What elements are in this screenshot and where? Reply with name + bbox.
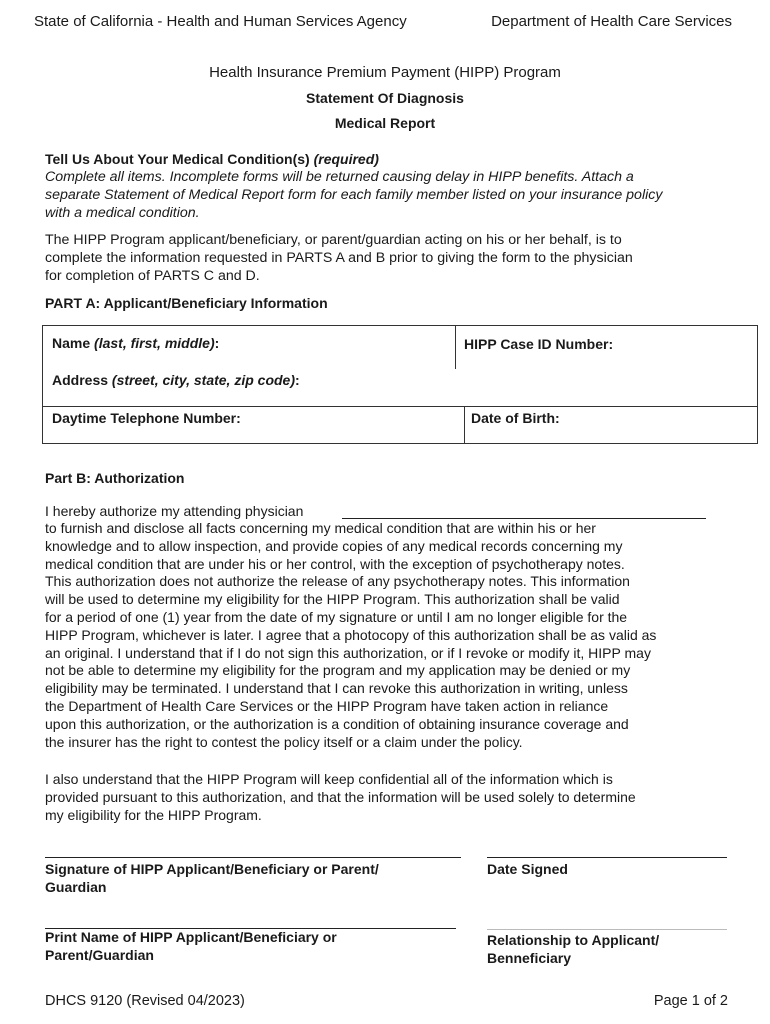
form-id: DHCS 9120 (Revised 04/2023): [45, 993, 245, 1009]
physician-name-line[interactable]: [342, 518, 706, 519]
intro-instruction-line: separate Statement of Medical Report form for each family member listed on your insurance policy: [45, 186, 663, 203]
dob-field[interactable]: Date of Birth:: [471, 410, 560, 426]
intro-instruction-line: Complete all items. Incomplete forms will be returned causing delay in HIPP benefits. Attach a: [45, 169, 634, 185]
authorization-line: will be used to determine my eligibility for the HIPP Program. This authorization shall be valid: [45, 591, 620, 608]
authorization-line: knowledge and to allow inspection, and provide copies of any medical records concerning my: [45, 537, 623, 554]
part-a-form: [42, 325, 758, 444]
program-title: Health Insurance Premium Payment (HIPP) Program: [209, 64, 561, 81]
print-name-label-line: Print Name of HIPP Applicant/Beneficiary or: [45, 929, 337, 945]
case-id-field[interactable]: HIPP Case ID Number:: [464, 336, 614, 352]
signature-line[interactable]: [45, 857, 461, 858]
relationship-label-line: Relationship to Applicant/: [487, 932, 660, 948]
name-label: Name: [52, 335, 91, 351]
relationship-label-line: Benneficiary: [487, 949, 572, 966]
address-field[interactable]: Address (street, city, state, zip code):: [52, 372, 300, 388]
report-title: Medical Report: [334, 115, 436, 131]
part-a-heading: PART A: Applicant/Beneficiary Information: [45, 295, 328, 311]
department-name: Department of Health Care Services: [491, 13, 732, 30]
physician-line: I hereby authorize my attending physician: [45, 503, 304, 519]
authorization-line: upon this authorization, or the authorization is a condition of obtaining insurance coverage and: [45, 715, 629, 732]
authorization-line: an original. I understand that if I do not sign this authorization, or if I revoke or modify it, HIPP may: [45, 644, 651, 661]
intro-heading: [45, 151, 379, 167]
authorization-line: for a period of one (1) year from the date of my signature or until I am no longer eligible for the: [45, 608, 628, 625]
authorization-line: not be able to determine my eligibility for the program and my application may be denied or my: [45, 662, 631, 679]
relationship-label: [487, 932, 659, 967]
address-label: Address: [52, 372, 109, 388]
phone-field[interactable]: Daytime Telephone Number:: [52, 410, 241, 426]
signature-label: [45, 861, 379, 896]
part-b-heading: Part B: Authorization: [45, 470, 185, 486]
print-name-label-line: Parent/Guardian: [45, 946, 154, 963]
intro-body: [45, 232, 633, 285]
address-hint: (street, city, state, zip code): [111, 372, 296, 388]
authorization-text: [45, 520, 656, 751]
confidentiality-line: I also understand that the HIPP Program will keep confidential all of the information which is: [45, 771, 613, 787]
intro-body-line: complete the information requested in PARTS A and B prior to giving the form to the physician: [45, 249, 633, 266]
authorization-line: medical condition that are under his or her control, with the exception of psychotherapy notes.: [45, 555, 625, 572]
authorization-line: This authorization does not authorize the release of any psychotherapy notes. This information: [45, 573, 630, 590]
relationship-line[interactable]: [487, 929, 727, 930]
name-field[interactable]: Name (last, first, middle):: [52, 335, 220, 351]
confidentiality-text: [45, 771, 636, 824]
intro-heading-text: Tell Us About Your Medical Condition(s): [45, 151, 310, 167]
required-marker: (required): [313, 151, 379, 167]
signature-label-line: Guardian: [45, 878, 107, 895]
date-signed-label: Date Signed: [487, 861, 568, 877]
signature-label-line: Signature of HIPP Applicant/Beneficiary or Parent/: [45, 861, 379, 877]
authorization-line: the Department of Health Care Services or the HIPP Program have taken action in reliance: [45, 697, 609, 714]
name-hint: (last, first, middle): [94, 335, 215, 351]
statement-title: Statement Of Diagnosis: [306, 90, 464, 106]
intro-instructions: [45, 169, 662, 222]
authorization-line: eligibility may be terminated. I understand that I can revoke this authorization in writing, unless: [45, 680, 628, 697]
intro-body-line: for completion of PARTS C and D.: [45, 267, 260, 284]
authorization-line: to furnish and disclose all facts concerning my medical condition that are within his or her: [45, 520, 596, 536]
confidentiality-line: my eligibility for the HIPP Program.: [45, 806, 262, 823]
authorization-line: HIPP Program, whichever is later. I agree that a photocopy of this authorization shall be as valid as: [45, 626, 657, 643]
page-number: Page 1 of 2: [653, 993, 728, 1009]
intro-body-line: The HIPP Program applicant/beneficiary, or parent/guardian acting on his or her behalf, is to: [45, 232, 622, 248]
date-signed-line[interactable]: [487, 857, 727, 858]
confidentiality-line: provided pursuant to this authorization, and that the information will be used solely to determine: [45, 788, 636, 805]
agency-name: State of California - Health and Human Services Agency: [34, 13, 407, 30]
print-name-label: [45, 929, 337, 964]
intro-instruction-line: with a medical condition.: [45, 204, 200, 221]
authorization-line: the insurer has the right to contest the policy itself or a claim under the policy.: [45, 733, 523, 750]
